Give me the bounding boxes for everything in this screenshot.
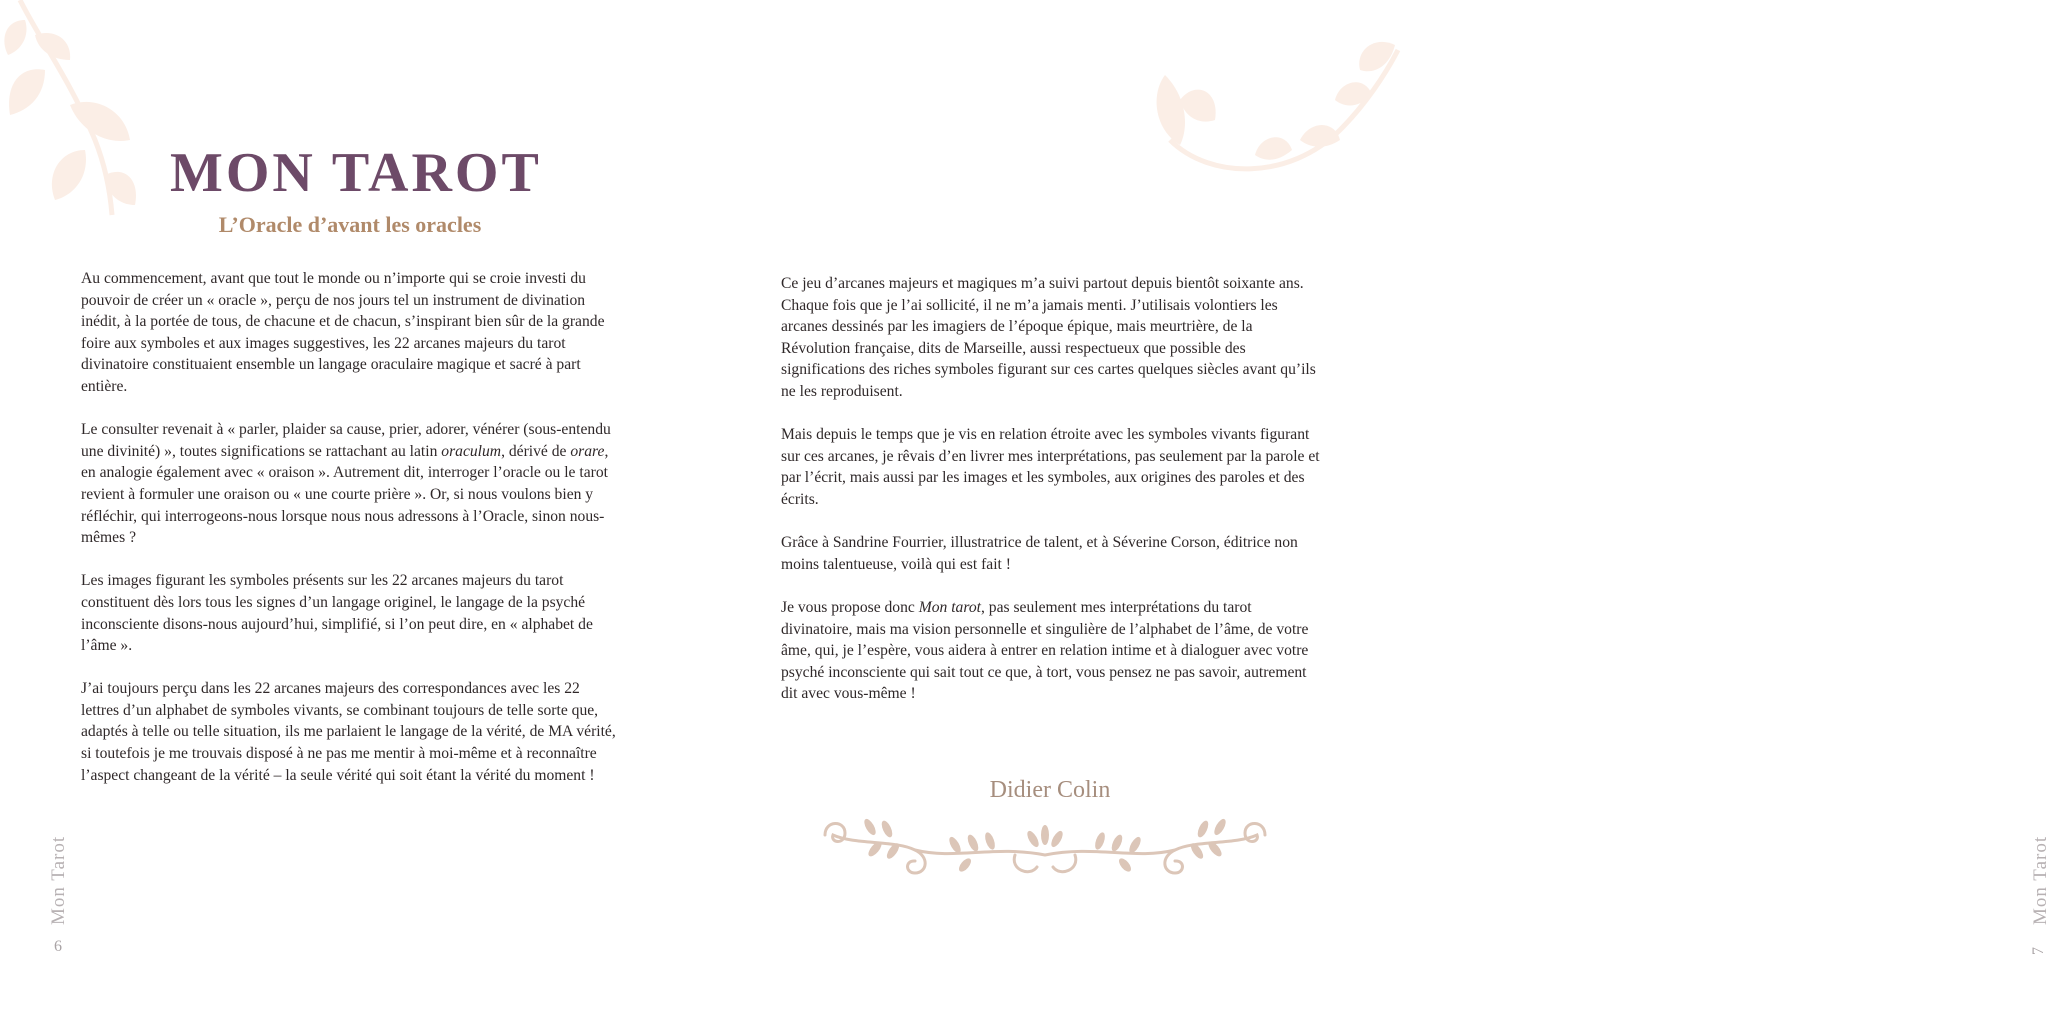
text-segment: , en analogie également avec « oraison ». Autrement dit, interroger l’oracle ou le tarot revient à formuler une oraison ou « une courte prière ». Or, si nous voulons bien y réfléchir, qui interrogeons-nous lorsque nous nous adressons à l’Oracle, sinon nous-mêmes ? — [81, 442, 609, 547]
vine-ornament — [815, 815, 1275, 885]
text-segment: , dérivé de — [501, 442, 571, 460]
italic-term: orare — [570, 442, 605, 460]
paragraph: Grâce à Sandrine Fourrier, illustratrice de talent, et à Séverine Corson, éditrice non moins talentueuse, voilà qui est fait ! — [781, 534, 1298, 573]
paragraph — [81, 419, 621, 549]
running-title: Mon Tarot — [2030, 835, 2051, 925]
text-segment: Je vous propose donc — [781, 598, 919, 616]
left-page — [0, 0, 700, 1018]
page-title: MON TAROT — [170, 142, 542, 204]
right-page — [700, 0, 2051, 1018]
text-segment: , pas seulement mes interprétations du tarot divinatoire, mais ma vision personnelle et singulière de l’alphabet de l’âme, de votre âme, qui, je l’espère, vous aidera à entrer en relation intime et à dialoguer avec votre psyché inconsciente qui sait tout ce que, à tort, vous pensez ne pas savoir, autrement dit avec vous-même ! — [781, 598, 1309, 703]
italic-term: Mon tarot — [918, 598, 981, 616]
page-number: 6 — [54, 938, 62, 955]
floral-corner-decoration — [1150, 30, 1400, 190]
paragraph — [781, 597, 1321, 705]
paragraph: Ce jeu d’arcanes majeurs et magiques m’a suivi partout depuis bientôt soixante ans. Chaque fois que je l’ai sollicité, il ne m’a jamais menti. J’utilisais volontiers les arcanes dessinés par les imagiers de l’époque épique, mais meurtrière, de la Révolution française, dits de Marseille, aussi respectueux que possible des significations des riches symboles figurant sur ces cartes quelques siècles avant qu’ils ne les reproduisent. — [781, 275, 1316, 400]
italic-term: oraculum — [441, 442, 502, 460]
paragraph: Les images figurant les symboles présents sur les 22 arcanes majeurs du tarot constituent dès lors tous les signes d’un langage originel, le langage de la psyché inconsciente disons-nous aujourd’hui, simplifié, si l’on peut dire, en « alphabet de l’âme ». — [81, 572, 593, 655]
text-segment: Le consulter revenait à « parler, plaider sa cause, prier, adorer, vénérer (sous-entendu une divinité) », toutes significations se rattachant au latin — [81, 421, 611, 460]
running-title: Mon Tarot — [48, 835, 69, 925]
left-text-column — [81, 268, 621, 808]
paragraph: J’ai toujours perçu dans les 22 arcanes majeurs des correspondances avec les 22 lettres d’un alphabet de symboles vivants, se combinant toujours de telle sorte que, adaptés à telle ou telle situation, ils me parlaient le langage de la vérité, de MA vérité, si toutefois je me trouvais disposé à ne pas me mentir à moi-même et à reconnaître l’aspect changeant de la vérité – la seule vérité qui soit étant la vérité du moment ! — [81, 680, 616, 784]
floral-corner-decoration — [0, 0, 150, 220]
paragraph: Au commencement, avant que tout le monde ou n’importe qui se croie investi du pouvoir de créer un « oracle », perçu de nos jours tel un instrument de divination inédit, à la portée de tous, de chacune et de chacun, s’inspirant bien sûr de la grande foire aux symboles et aux images suggestives, les 22 arcanes majeurs du tarot divinatoire constituaient ensemble un langage oraculaire magique et sacré à part entière. — [81, 270, 605, 395]
page-number: 7 — [2030, 947, 2047, 955]
author-signature: Didier Colin — [989, 777, 1111, 803]
paragraph: Mais depuis le temps que je vis en relation étroite avec les symboles vivants figurant sur ces arcanes, je rêvais d’en livrer mes interprétations, pas seulement par la parole et par l’écrit, mais aussi par les images et les symboles, aux origines des paroles et des écrits. — [781, 426, 1320, 508]
page-subtitle: L’Oracle d’avant les oracles — [218, 212, 482, 237]
right-text-column — [781, 273, 1321, 726]
